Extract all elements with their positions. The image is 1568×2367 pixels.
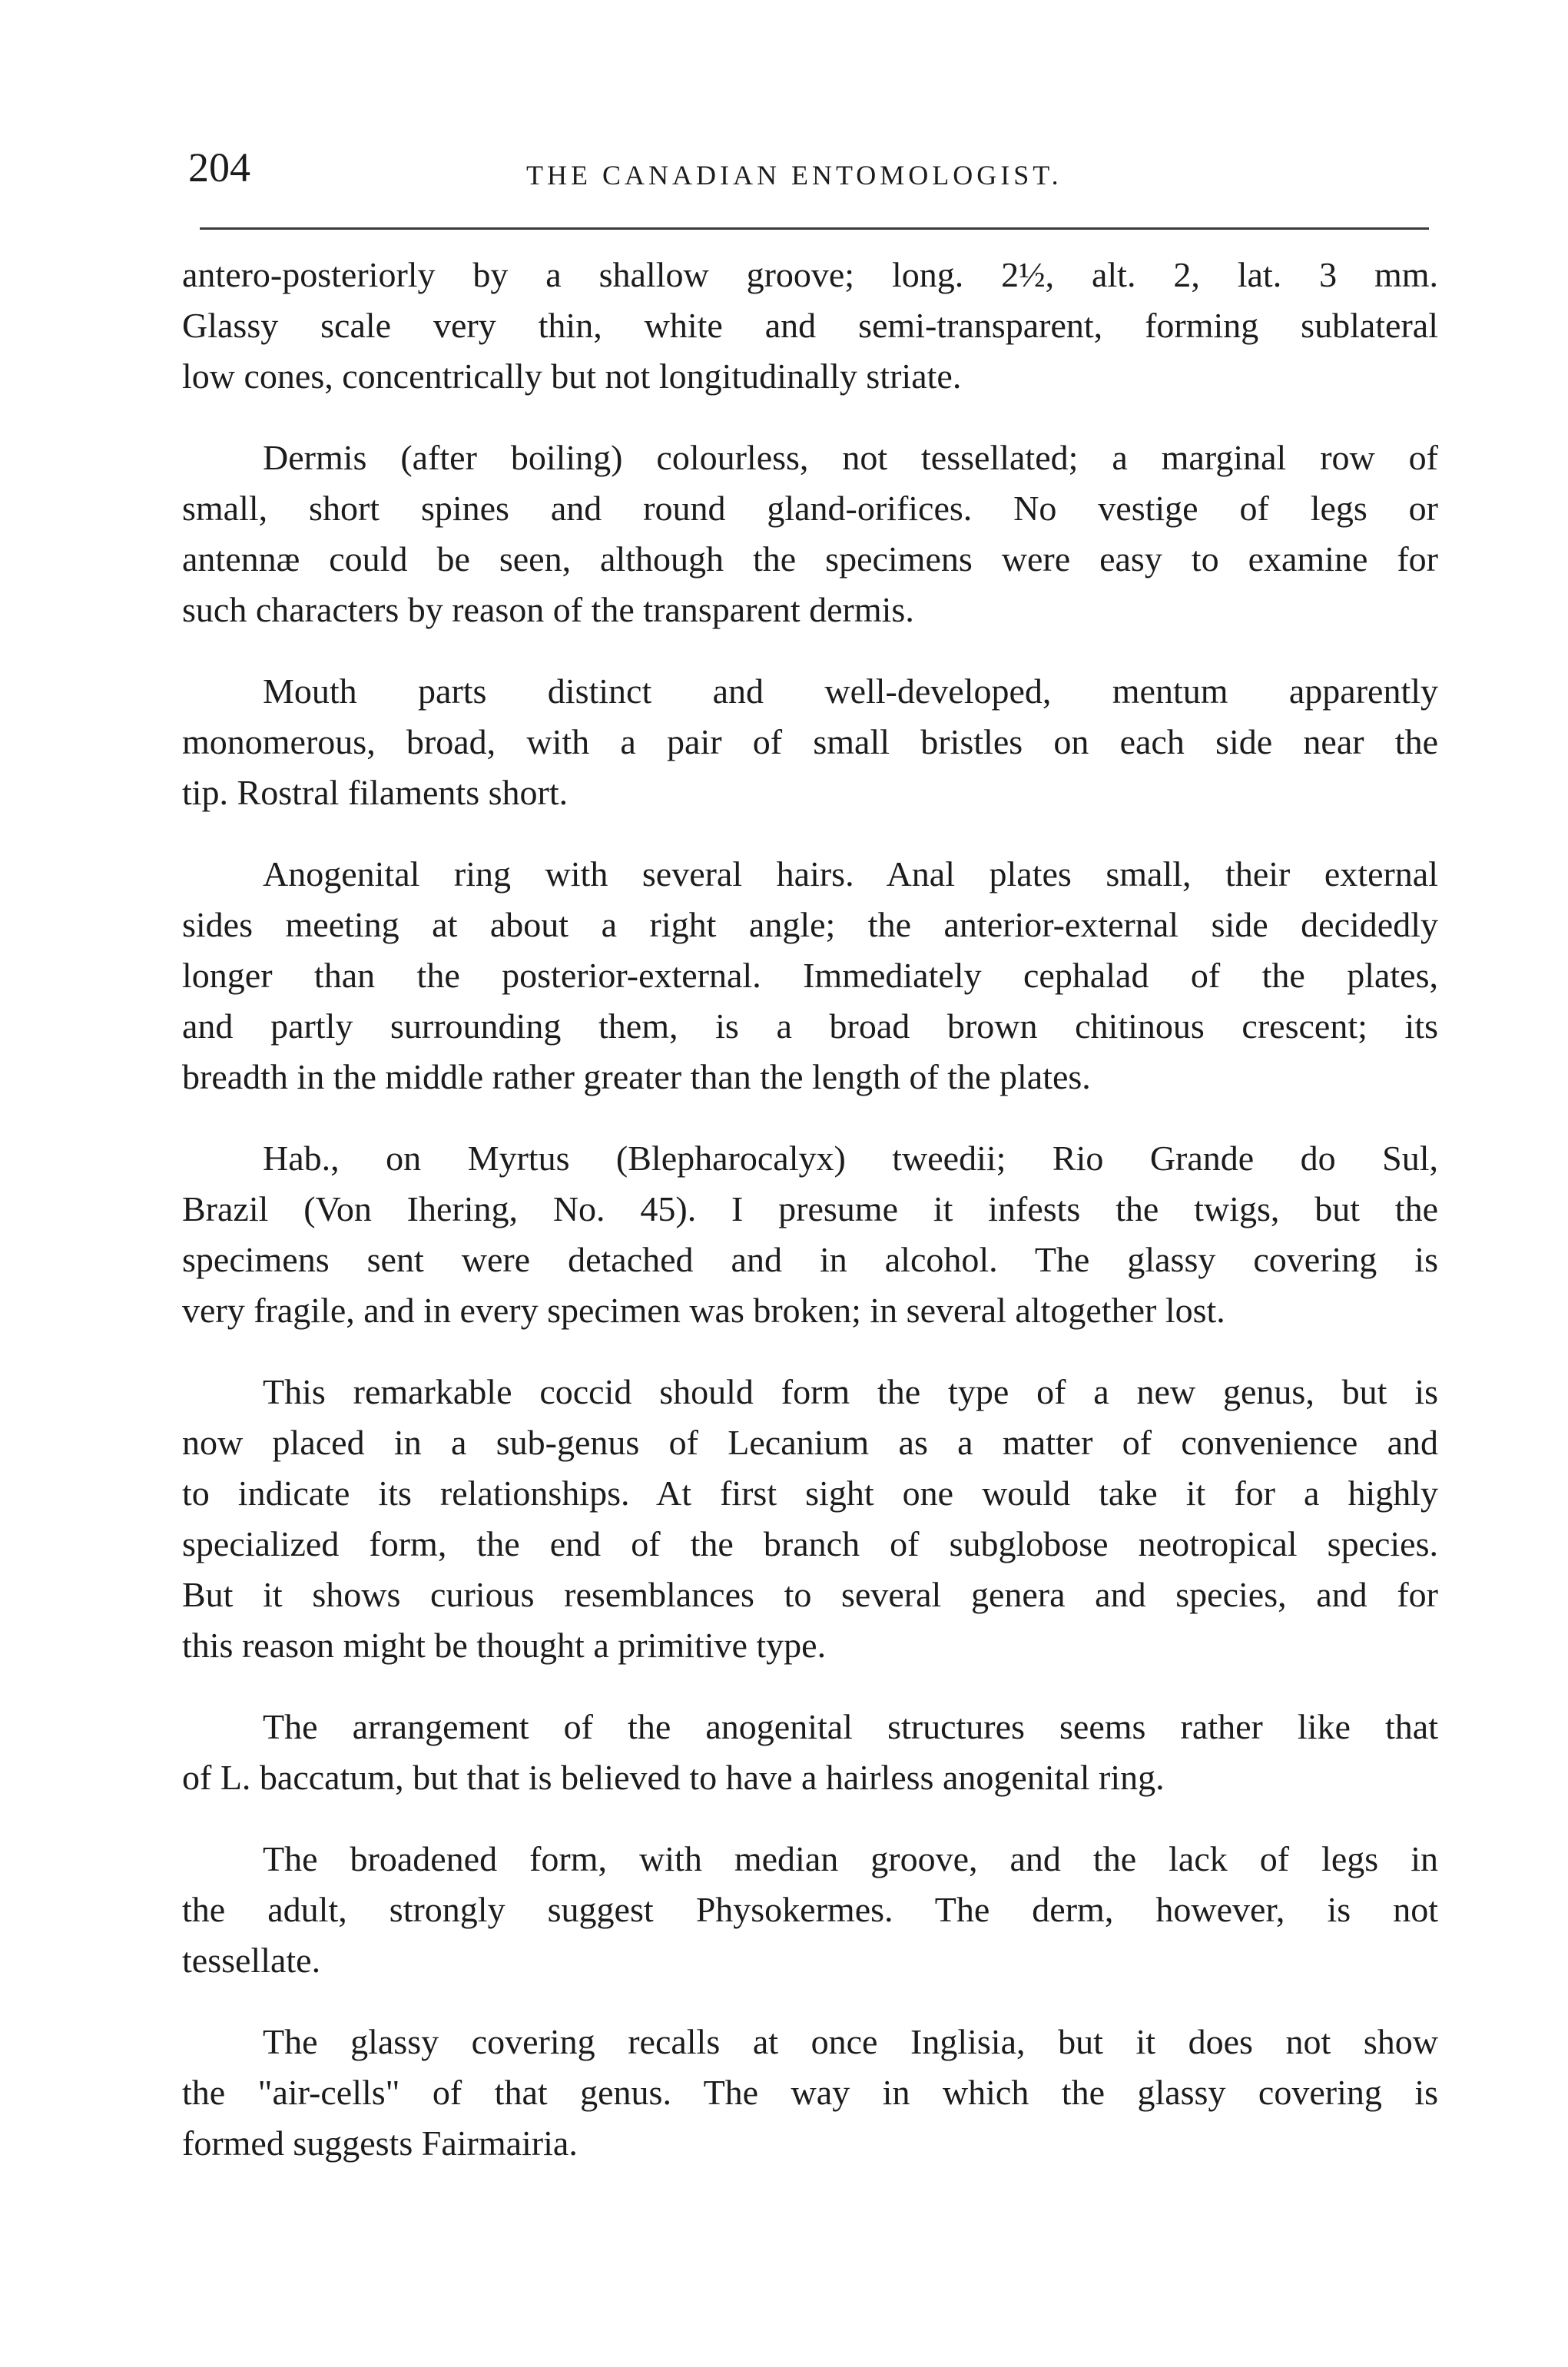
- text-line: specimens sent were detached and in alcohol. The glassy covering is: [182, 1240, 1438, 1279]
- paragraph-glassy-covering: [182, 2017, 1438, 2169]
- text-line: very fragile, and in every specimen was broken; in several altogether lost.: [182, 1291, 1225, 1330]
- paragraph-habitat: [182, 1133, 1438, 1336]
- text-line: tip. Rostral filaments short.: [182, 773, 569, 812]
- text-line: to indicate its relationships. At first sight one would take it for a highly: [182, 1474, 1438, 1513]
- text-line: sides meeting at about a right angle; the anterior-external side decidedly: [182, 905, 1438, 944]
- text-line: But it shows curious resemblances to several genera and species, and for: [182, 1575, 1438, 1614]
- text-line: breadth in the middle rather greater than the length of the plates.: [182, 1057, 1091, 1096]
- text-line: Mouth parts distinct and well-developed, mentum apparently: [263, 671, 1438, 711]
- text-line: tessellate.: [182, 1941, 321, 1980]
- text-line: low cones, concentrically but not longitudinally striate.: [182, 356, 962, 396]
- text-line: The glassy covering recalls at once Inglisia, but it does not show: [263, 2022, 1438, 2061]
- journal-title: THE CANADIAN ENTOMOLOGIST.: [526, 160, 1062, 191]
- text-line: formed suggests Fairmairia.: [182, 2123, 578, 2163]
- running-head: [188, 144, 1440, 198]
- text-line: small, short spines and round gland-orifices. No vestige of legs or: [182, 489, 1438, 528]
- paragraph-arrangement: [182, 1702, 1438, 1803]
- text-line: Hab., on Myrtus (Blepharocalyx) tweedii; Rio Grande do Sul,: [263, 1139, 1438, 1178]
- page-number: 204: [188, 144, 250, 191]
- text-line: The broadened form, with median groove, and the lack of legs in: [263, 1839, 1438, 1878]
- text-line: and partly surrounding them, is a broad brown chitinous crescent; its: [182, 1006, 1438, 1046]
- text-line: monomerous, broad, with a pair of small bristles on each side near the: [182, 722, 1438, 761]
- text-line: such characters by reason of the transparent dermis.: [182, 590, 914, 629]
- text-line: This remarkable coccid should form the type of a new genus, but is: [263, 1372, 1438, 1411]
- paragraph-description-continued: [182, 250, 1438, 402]
- body-text: [182, 250, 1438, 2200]
- text-line: Brazil (Von Ihering, No. 45). I presume it infests the twigs, but the: [182, 1189, 1438, 1228]
- paragraph-dermis: [182, 433, 1438, 635]
- paragraph-remarkable-coccid: [182, 1367, 1438, 1671]
- text-line: Anogenital ring with several hairs. Anal plates small, their external: [263, 854, 1438, 893]
- text-line: this reason might be thought a primitive type.: [182, 1626, 827, 1665]
- header-rule: [200, 227, 1429, 230]
- text-line: antennæ could be seen, although the specimens were easy to examine for: [182, 539, 1438, 578]
- text-line: antero-posteriorly by a shallow groove; long. 2½, alt. 2, lat. 3 mm.: [182, 255, 1438, 294]
- text-line: Dermis (after boiling) colourless, not tessellated; a marginal row of: [263, 438, 1438, 477]
- text-line: The arrangement of the anogenital structures seems rather like that: [263, 1707, 1438, 1746]
- text-line: specialized form, the end of the branch of subglobose neotropical species.: [182, 1524, 1438, 1563]
- text-line: Glassy scale very thin, white and semi-transparent, forming sublateral: [182, 306, 1438, 345]
- text-line: the adult, strongly suggest Physokermes. The derm, however, is not: [182, 1890, 1438, 1929]
- text-line: the "air-cells" of that genus. The way in which the glassy covering is: [182, 2073, 1438, 2112]
- paragraph-broadened-form: [182, 1834, 1438, 1986]
- paragraph-anogenital-ring: [182, 849, 1438, 1102]
- paragraph-mouth-parts: [182, 666, 1438, 818]
- text-line: longer than the posterior-external. Immediately cephalad of the plates,: [182, 956, 1438, 995]
- text-line: now placed in a sub-genus of Lecanium as a matter of convenience and: [182, 1423, 1438, 1462]
- text-line: of L. baccatum, but that is believed to have a hairless anogenital ring.: [182, 1758, 1165, 1797]
